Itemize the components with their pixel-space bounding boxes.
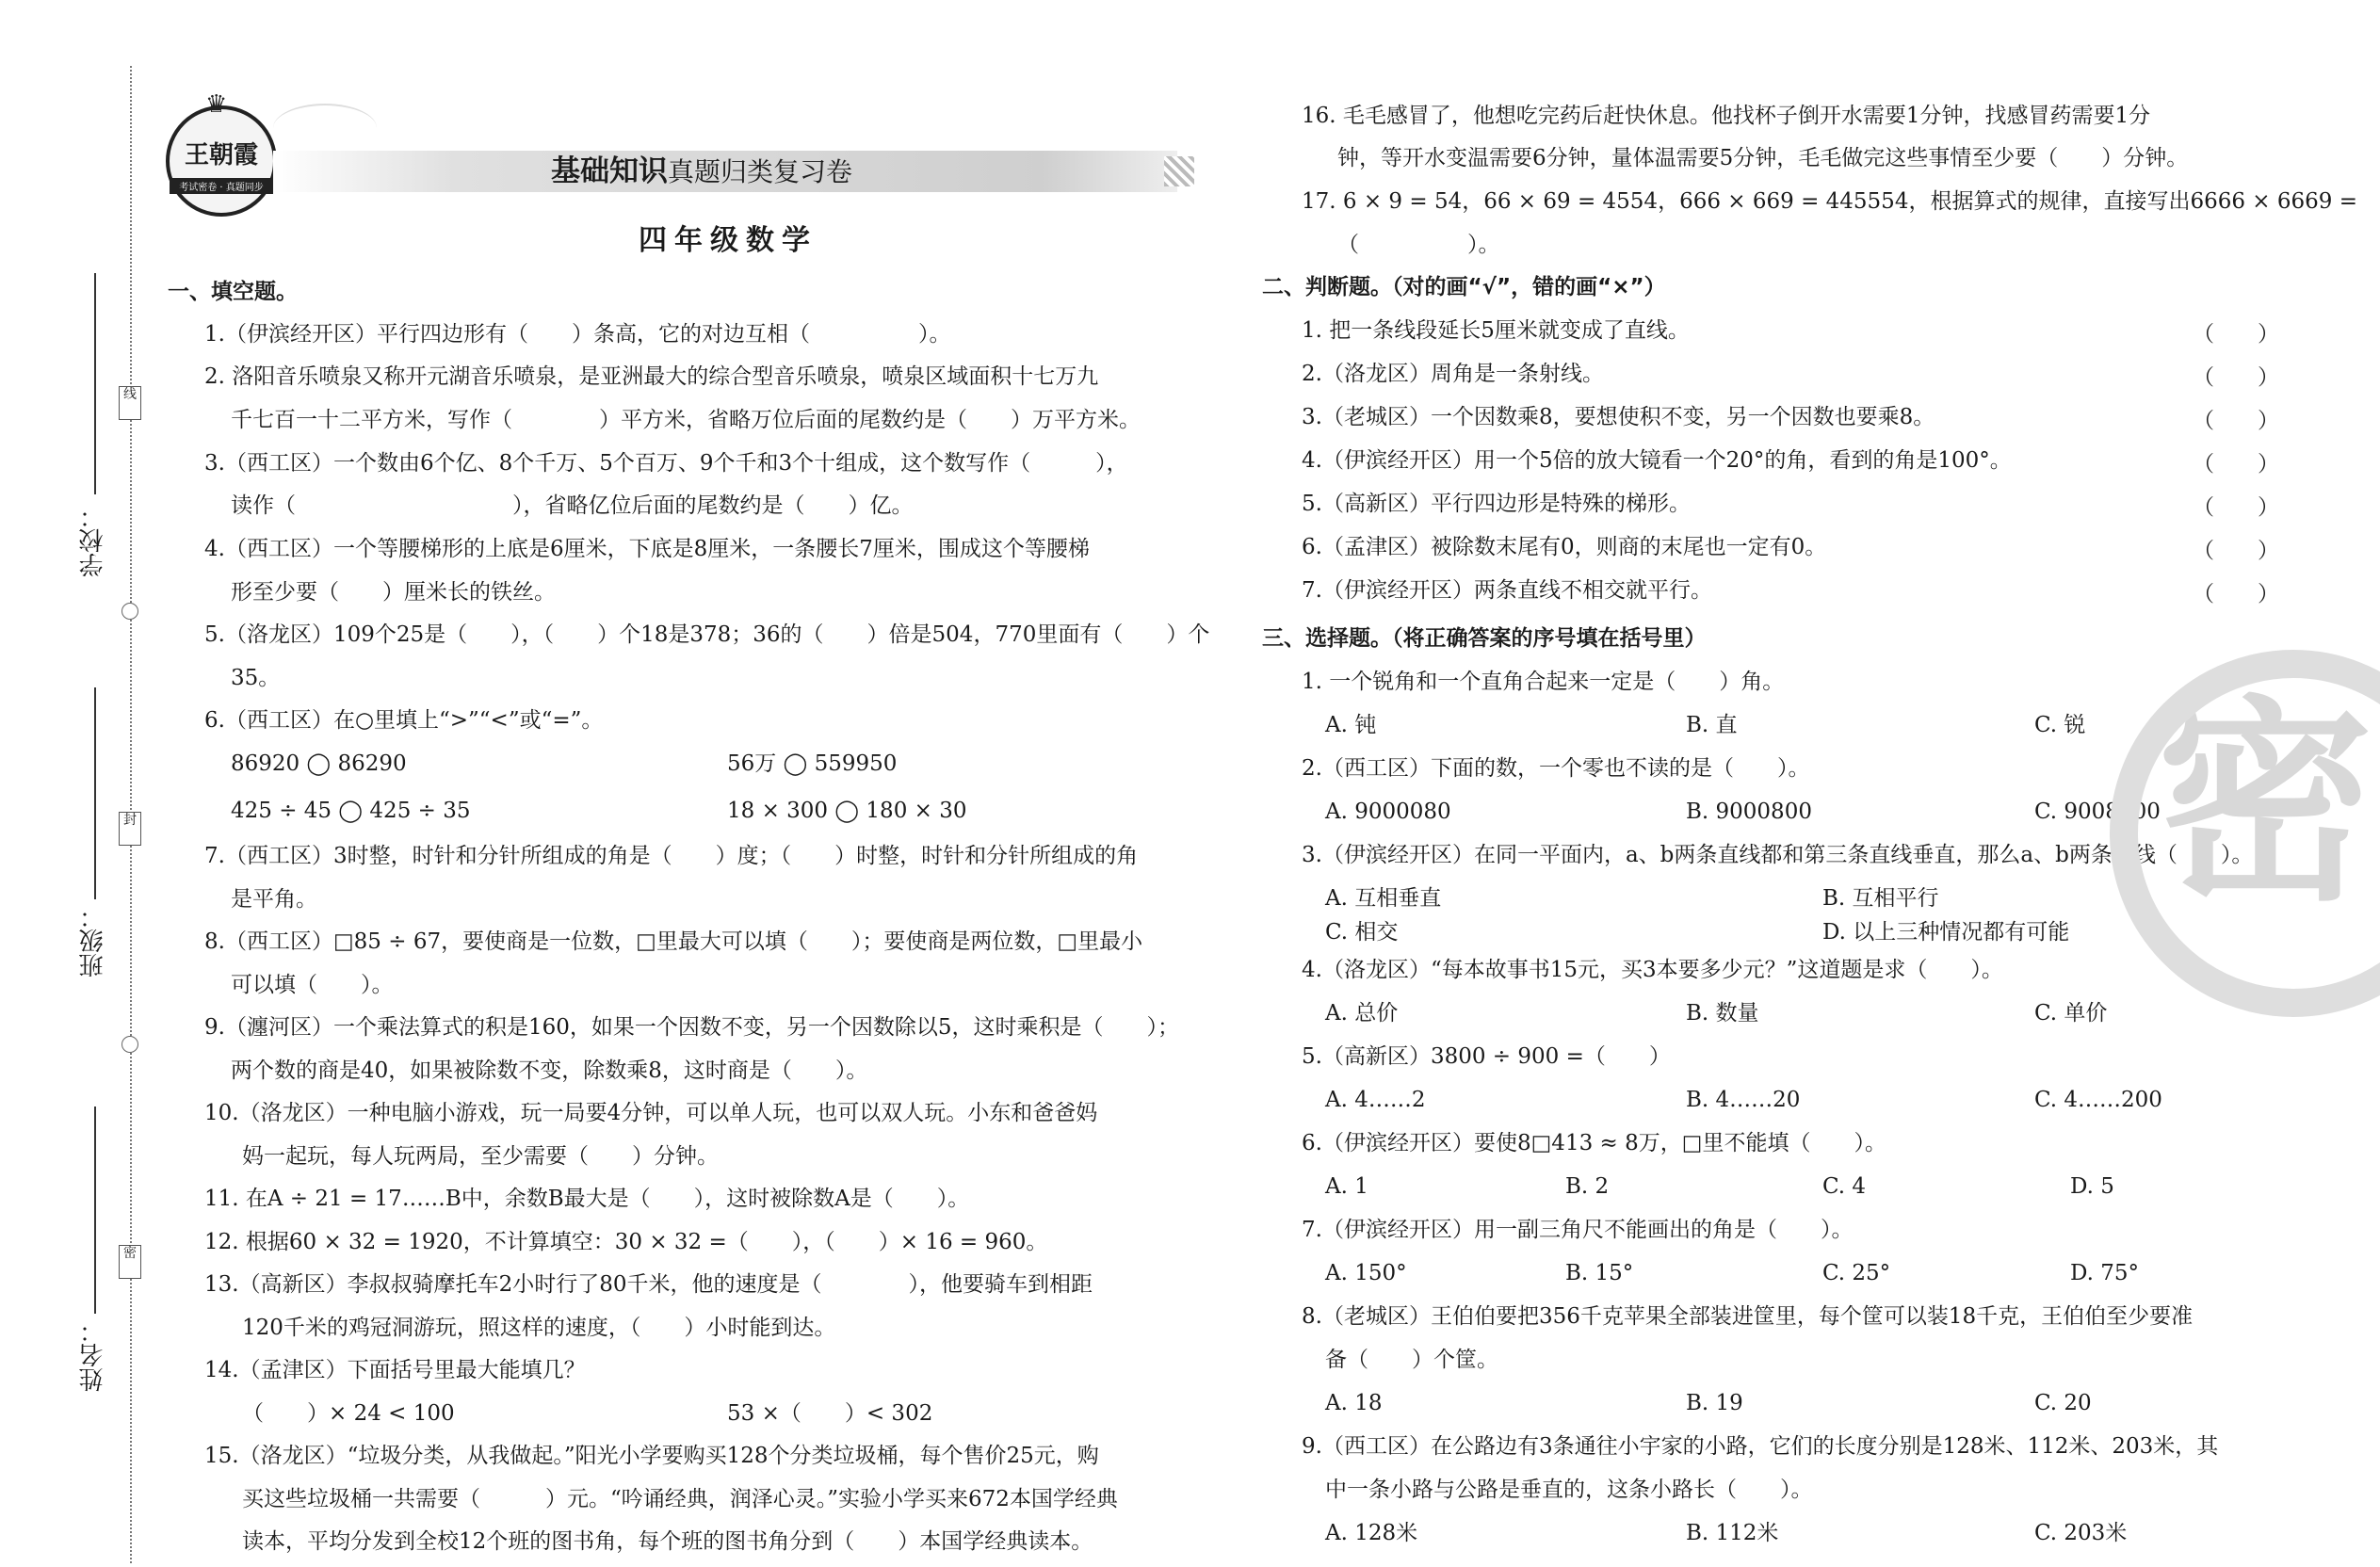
judge-item: 1. 把一条线段延长5厘米就变成了直线。 xyxy=(1302,318,1690,343)
binding-hole xyxy=(121,603,138,620)
q5-line2: 35。 xyxy=(231,666,281,690)
q10-line2: 妈一起玩，每人玩两局，至少需要（ ）分钟。 xyxy=(242,1144,719,1169)
title-main: 基础知识 xyxy=(551,154,668,188)
section-judge: 二、判断题。（对的画“√”，错的画“×”） xyxy=(1262,275,1666,299)
choice-q6: 6.（伊滨经开区）要使8□413 ≈ 8万，□里不能填（ ）。 xyxy=(1302,1131,1886,1155)
seal-mark-line: 线 xyxy=(119,386,141,420)
option[interactable]: B. 112米 xyxy=(1686,1521,1779,1545)
q11-line: 11. 在A ÷ 21 = 17……B中，余数B最大是（ ），这时被除数A是（ ）。 xyxy=(204,1187,970,1211)
q16-line: 16. 毛毛感冒了，他想吃完药后赶快休息。他找杯子倒开水需要1分钟，找感冒药需要1分 xyxy=(1302,104,2151,128)
judge-answer-box[interactable]: （ ） xyxy=(2193,495,2279,520)
option[interactable]: C. 锐 xyxy=(2034,713,2086,737)
judge-answer-box[interactable]: （ ） xyxy=(2193,539,2279,563)
q6-compare-d: 18 × 300 ◯ 180 × 30 xyxy=(727,799,967,823)
q1-line: 1.（伊滨经开区）平行四边形有（ ）条高，它的对边互相（ ）。 xyxy=(204,322,951,347)
class-label: 班级： xyxy=(79,904,107,977)
section-fill-blank: 一、填空题。 xyxy=(168,280,298,304)
name-blank[interactable] xyxy=(94,1107,96,1314)
class-blank[interactable] xyxy=(94,687,96,899)
q12-line: 12. 根据60 × 32 = 1920，不计算填空：30 × 32 =（ ），（ ）× 16 = 960。 xyxy=(204,1230,1048,1254)
option[interactable]: C. 单价 xyxy=(2034,1001,2108,1026)
judge-item: 2.（洛龙区）周角是一条射线。 xyxy=(1302,362,1604,386)
secret-seal-watermark xyxy=(2110,650,2380,1017)
choice-q4: 4.（洛龙区）“每本故事书15元，买3本要多少元？”这道题是求（ ）。 xyxy=(1302,958,2003,982)
q8-line: 8.（西工区）□85 ÷ 67，要使商是一位数，□里最大可以填（ ）；要使商是两位数，□里最小 xyxy=(204,929,1143,954)
choice-q8-line2: 备（ ）个筐。 xyxy=(1325,1348,1498,1372)
option[interactable]: A. 4……2 xyxy=(1325,1088,1426,1112)
q3-line: 3.（西工区）一个数由6个亿、8个千万、5个百万、9个千和3个十组成，这个数写作（ ）， xyxy=(204,451,1128,476)
choice-q9: 9.（西工区）在公路边有3条通往小宇家的小路，它们的长度分别是128米、112米、203米，其 xyxy=(1302,1434,2219,1459)
banner-checker xyxy=(1164,156,1194,186)
option[interactable]: C. 203米 xyxy=(2034,1521,2128,1545)
choice-q5: 5.（高新区）3800 ÷ 900 =（ ） xyxy=(1302,1044,1671,1069)
q6-compare-c: 425 ÷ 45 ◯ 425 ÷ 35 xyxy=(231,799,471,823)
seal-mark-secret: 密 xyxy=(119,1245,141,1279)
judge-list xyxy=(1302,316,2279,618)
q15-line2: 买这些垃圾桶一共需要（ ）元。“吟诵经典，润泽心灵。”实验小学买来672本国学经典 xyxy=(242,1487,1118,1511)
q3-line2: 读作（ ），省略亿位后面的尾数约是（ ）亿。 xyxy=(231,493,914,518)
q4-line: 4.（西工区）一个等腰梯形的上底是6厘米，下底是8厘米，一条腰长7厘米，围成这个等腰梯 xyxy=(204,537,1090,561)
q15-line: 15.（洛龙区）“垃圾分类，从我做起。”阳光小学要购买128个分类垃圾桶，每个售价25元，购 xyxy=(204,1444,1099,1468)
q14-expr-b: 53 ×（ ）< 302 xyxy=(727,1401,933,1426)
option[interactable]: A. 9000080 xyxy=(1325,800,1451,824)
judge-answer-box[interactable]: （ ） xyxy=(2193,452,2279,477)
option[interactable]: C. 相交 xyxy=(1325,920,1399,945)
seal-character: 密 xyxy=(2157,679,2374,930)
judge-item: 7.（伊滨经开区）两条直线不相交就平行。 xyxy=(1302,578,1712,603)
school-label: 学校： xyxy=(79,504,107,577)
judge-answer-box[interactable]: （ ） xyxy=(2193,365,2279,390)
choice-q8: 8.（老城区）王伯伯要把356千克苹果全部装进筐里，每个筐可以装18千克，王伯伯至少要准 xyxy=(1302,1304,2194,1329)
q7-line: 7.（西工区）3时整，时针和分针所组成的角是（ ）度；（ ）时整，时针和分针所组成的角 xyxy=(204,844,1139,868)
option[interactable]: B. 2 xyxy=(1565,1174,1610,1199)
q6-compare-a: 86920 ◯ 86290 xyxy=(231,751,407,776)
choice-q2: 2.（西工区）下面的数，一个零也不读的是（ ）。 xyxy=(1302,756,1810,781)
judge-answer-box[interactable]: （ ） xyxy=(2193,409,2279,433)
school-blank[interactable] xyxy=(94,273,96,494)
option[interactable]: A. 1 xyxy=(1325,1174,1368,1199)
option[interactable]: C. 4 xyxy=(1822,1174,1867,1199)
q6-line: 6.（西工区）在○里填上“>”“<”或“=”。 xyxy=(204,708,604,733)
binding-margin xyxy=(0,0,141,1567)
q14-line: 14.（孟津区）下面括号里最大能填几？ xyxy=(204,1358,586,1382)
option[interactable]: A. 128米 xyxy=(1325,1521,1418,1545)
q9-line2: 两个数的商是40，如果被除数不变，除数乘8，这时商是（ ）。 xyxy=(231,1058,868,1083)
logo-name: 王朝霞 xyxy=(184,141,258,170)
q6-compare-b: 56万 ◯ 559950 xyxy=(727,751,898,776)
q16-line2: 钟，等开水变温需要6分钟，量体温需要5分钟，毛毛做完这些事情至少要（ ）分钟。 xyxy=(1337,146,2189,170)
judge-item: 3.（老城区）一个因数乘8，要想使积不变，另一个因数也要乘8。 xyxy=(1302,405,1935,429)
choice-q9-line2: 中一条小路与公路是垂直的，这条小路长（ ）。 xyxy=(1325,1478,1813,1502)
option[interactable]: A. 互相垂直 xyxy=(1325,886,1442,911)
judge-answer-box[interactable]: （ ） xyxy=(2193,582,2279,606)
section-choice: 三、选择题。（将正确答案的序号填在括号里） xyxy=(1262,626,1707,651)
logo-sub: 考试密卷 · 真题同步 xyxy=(170,178,273,194)
q4-line2: 形至少要（ ）厘米长的铁丝。 xyxy=(231,580,556,605)
brand-logo xyxy=(166,90,277,217)
option[interactable]: A. 150° xyxy=(1325,1261,1407,1285)
option[interactable]: D. 75° xyxy=(2070,1261,2140,1285)
choice-q1: 1. 一个锐角和一个直角合起来一定是（ ）角。 xyxy=(1302,670,1785,694)
q14-expr-a: （ ）× 24 < 100 xyxy=(242,1401,455,1426)
option[interactable]: C. 25° xyxy=(1822,1261,1891,1285)
judge-item: 6.（孟津区）被除数末尾有0，则商的末尾也一定有0。 xyxy=(1302,535,1827,559)
q13-line: 13.（高新区）李叔叔骑摩托车2小时行了80千米，他的速度是（ ），他要骑车到相距 xyxy=(204,1272,1093,1297)
option[interactable]: A. 钝 xyxy=(1325,713,1377,737)
name-label: 姓名： xyxy=(79,1318,107,1392)
q8-line2: 可以填（ ）。 xyxy=(231,973,394,997)
option[interactable]: B. 15° xyxy=(1565,1261,1634,1285)
option[interactable]: B. 互相平行 xyxy=(1822,886,1939,911)
binding-hole xyxy=(121,1036,138,1053)
q5-line: 5.（洛龙区）109个25是（ ），（ ）个18是378；36的（ ）倍是504，770里面有（ ）个 xyxy=(204,622,1210,647)
option[interactable]: B. 9000800 xyxy=(1686,800,1812,824)
option[interactable]: C. 9008000 xyxy=(2034,800,2161,824)
q17-line: 17. 6 × 9 = 54，66 × 69 = 4554，666 × 669 = 445554，根据算式的规律，直接写出6666 × 6669 = xyxy=(1302,189,2357,214)
q9-line: 9.（瀍河区）一个乘法算式的积是160，如果一个因数不变，另一个因数除以5，这时乘积是（ ）； xyxy=(204,1015,1179,1040)
q17-line2: （ ）。 xyxy=(1337,233,1500,257)
choice-q7: 7.（伊滨经开区）用一副三角尺不能画出的角是（ ）。 xyxy=(1302,1218,1854,1242)
q7-line2: 是平角。 xyxy=(231,887,317,912)
title-rest: 真题归类复习卷 xyxy=(668,156,853,187)
seal-mark-seal: 封 xyxy=(119,812,141,846)
option[interactable]: B. 19 xyxy=(1686,1391,1743,1415)
option[interactable]: A. 18 xyxy=(1325,1391,1383,1415)
option[interactable]: C. 20 xyxy=(2034,1391,2092,1415)
judge-item: 5.（高新区）平行四边形是特殊的梯形。 xyxy=(1302,492,1691,516)
q2-line2: 千七百一十二平方米，写作（ ）平方米，省略万位后面的尾数约是（ ）万平方米。 xyxy=(231,408,1141,432)
option[interactable]: C. 4……200 xyxy=(2034,1088,2162,1112)
option[interactable]: D. 以上三种情况都有可能 xyxy=(1822,920,2070,945)
option[interactable]: B. 4……20 xyxy=(1686,1088,1801,1112)
option[interactable]: B. 直 xyxy=(1686,713,1738,737)
option[interactable]: A. 总价 xyxy=(1325,1001,1399,1026)
q2-line: 2. 洛阳音乐喷泉又称开元湖音乐喷泉，是亚洲最大的综合型音乐喷泉，喷泉区域面积十七万九 xyxy=(204,364,1099,389)
logo-crown-icon: ♛ xyxy=(205,90,228,119)
ribbon-decoration xyxy=(273,104,377,153)
q13-line2: 120千米的鸡冠洞游玩，照这样的速度，（ ）小时能到达。 xyxy=(242,1316,836,1340)
option[interactable]: D. 5 xyxy=(2070,1174,2114,1199)
q15-line3: 读本，平均分发到全校12个班的图书角，每个班的图书角分到（ ）本国学经典读本。 xyxy=(242,1529,1093,1554)
page-subtitle: 四年级数学 xyxy=(639,224,818,257)
page-title xyxy=(551,153,852,190)
q10-line: 10.（洛龙区）一种电脑小游戏，玩一局要4分钟，可以单人玩，也可以双人玩。小东和爸爸妈 xyxy=(204,1101,1098,1125)
judge-item: 4.（伊滨经开区）用一个5倍的放大镜看一个20°的角，看到的角是100°。 xyxy=(1302,448,2012,473)
option[interactable]: B. 数量 xyxy=(1686,1001,1759,1026)
judge-answer-box[interactable]: （ ） xyxy=(2193,322,2279,347)
choice-q3: 3.（伊滨经开区）在同一平面内，a、b两条直线都和第三条直线垂直，那么a、b两条直线（ ）。 xyxy=(1302,843,2254,867)
